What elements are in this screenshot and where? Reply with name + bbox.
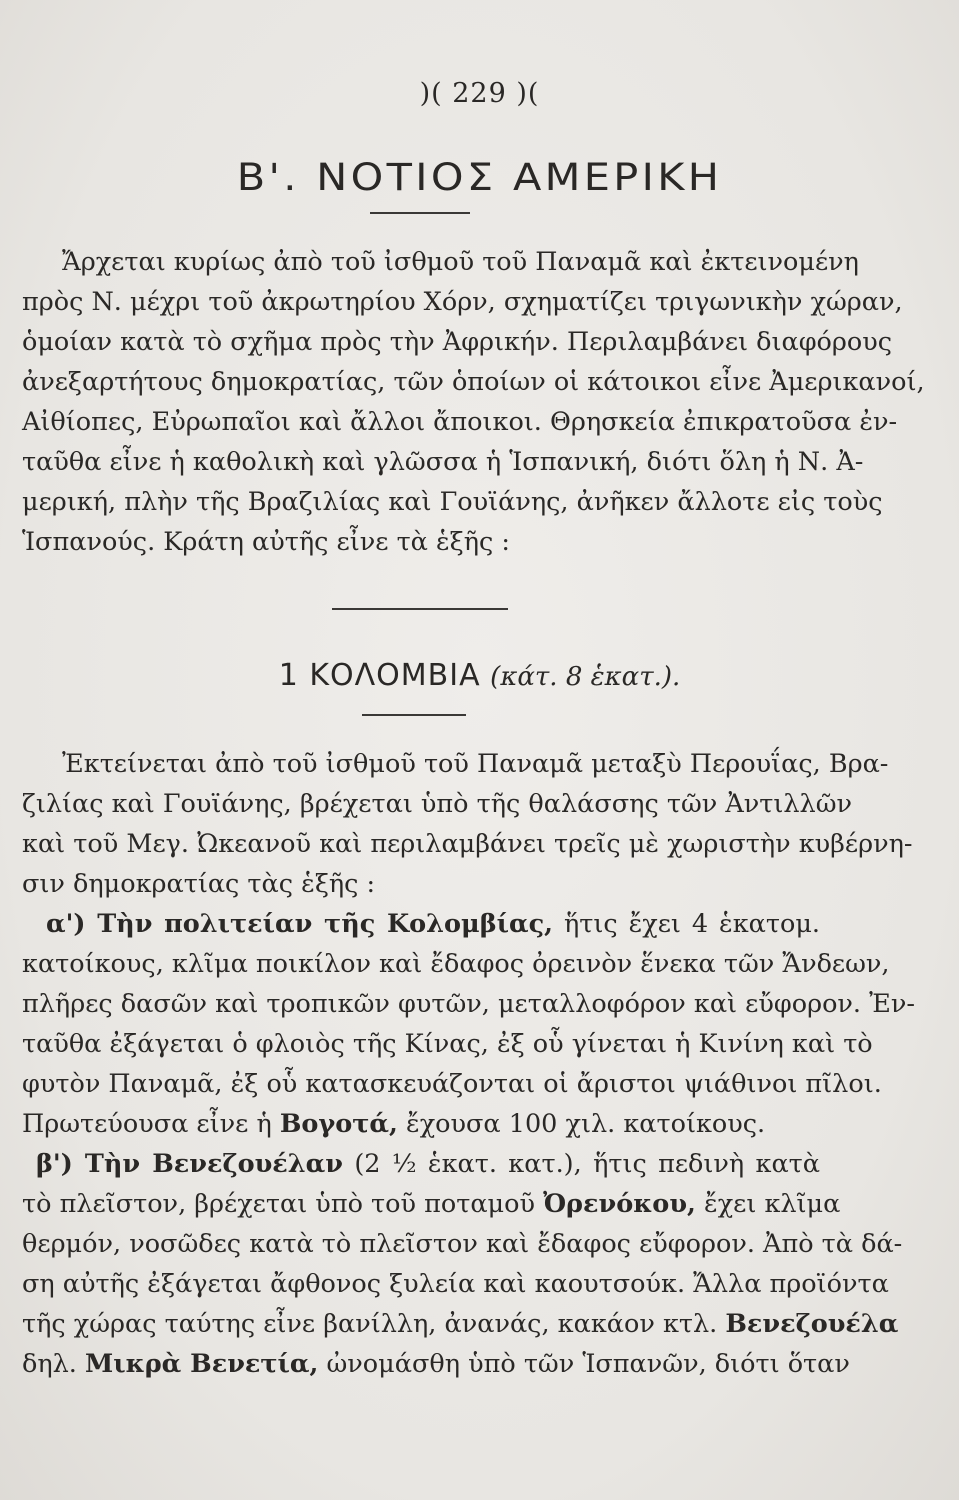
body-line: σιν δημοκρατίας τὰς ἑξῆς : xyxy=(22,869,376,899)
intro-line: ὁμοίαν κατὰ τὸ σχῆμα πρὸς τὴν Ἀφρικήν. Περιλαμβάνει διαφόρους xyxy=(22,327,893,357)
intro-line: Ἱσπανούς. Κράτη αὐτῆς εἶνε τὰ ἑξῆς : xyxy=(22,527,510,557)
body-line: ση αὐτῆς ἐξάγεται ἄφθονος ξυλεία καὶ καουτσούκ. Ἄλλα προϊόντα xyxy=(22,1269,889,1299)
body-line: φυτὸν Παναμᾶ, ἐξ οὗ κατασκευάζονται οἱ ἄριστοι ψιάθινοι πῖλοι. xyxy=(22,1069,882,1099)
intro-line: ταῦθα εἶνε ἡ καθολικὴ καὶ γλῶσσα ἡ Ἱσπανική, διότι ὅλη ἡ Ν. Ἀ- xyxy=(22,447,864,477)
body-line: πλῆρες δασῶν καὶ τροπικῶν φυτῶν, μεταλλοφόρον καὶ εὔφορον. Ἐν- xyxy=(22,989,915,1019)
body-line: ζιλίας καὶ Γουϊάνης, βρέχεται ὑπὸ τῆς θαλάσσης τῶν Ἀντιλλῶν xyxy=(22,789,852,819)
body-line: δηλ. Μικρὰ Βενετία, ὠνομάσθη ὑπὸ τῶν Ἱσπανῶν, διότι ὅταν xyxy=(22,1349,850,1379)
capital-name: Βογοτά, xyxy=(279,1109,398,1139)
intro-line: πρὸς Ν. μέχρι τοῦ ἀκρωτηρίου Χόρν, σχηματίζει τριγωνικὴν χώραν, xyxy=(22,287,903,317)
page-number: )( 229 )( xyxy=(419,78,540,109)
section-divider xyxy=(332,608,508,610)
body-line: Πρωτεύουσα εἶνε ἡ Βογοτά, ἔχουσα 100 χιλ. κατοίκους. xyxy=(22,1109,766,1139)
body-line: ταῦθα ἐξάγεται ὁ φλοιὸς τῆς Κίνας, ἐξ οὗ γίνεται ἡ Κινίνη καὶ τὸ xyxy=(22,1029,873,1059)
body-line: α') Τὴν πολιτείαν τῆς Κολομβίας, ἥτις ἔχει 4 ἑκατομ. xyxy=(46,909,820,939)
title-divider xyxy=(370,212,470,214)
body-line: κατοίκους, κλῖμα ποικίλον καὶ ἔδαφος ὀρεινὸν ἕνεκα τῶν Ἄνδεων, xyxy=(22,949,890,979)
body-line: τῆς χώρας ταύτης εἶνε βανίλλη, ἀνανάς, κακάον κτλ. Βενεζουέλα xyxy=(22,1309,899,1339)
body-line: β') Τὴν Βενεζουέλαν (2 ½ ἑκατ. κατ.), ἥτις πεδινὴ κατὰ xyxy=(36,1149,820,1179)
body-line: θερμόν, νοσῶδες κατὰ τὸ πλεῖστον καὶ ἔδαφος εὔφορον. Ἀπὸ τὰ δά- xyxy=(22,1229,903,1259)
subheading-divider xyxy=(362,714,466,716)
state-heading: β') Τὴν Βενεζουέλαν xyxy=(36,1149,343,1179)
name-meaning: Μικρὰ Βενετία, xyxy=(85,1349,319,1379)
state-name: Βενεζουέλα xyxy=(725,1309,899,1339)
body-line: τὸ πλεῖστον, βρέχεται ὑπὸ τοῦ ποταμοῦ Ὀρενόκου, ἔχει κλῖμα xyxy=(22,1189,841,1219)
intro-line: Αἰθίοπες, Εὐρωπαῖοι καὶ ἄλλοι ἄποικοι. Θρησκεία ἐπικρατοῦσα ἐν- xyxy=(22,407,898,437)
river-name: Ὀρενόκου, xyxy=(543,1189,696,1219)
body-line: Ἐκτείνεται ἀπὸ τοῦ ἰσθμοῦ τοῦ Παναμᾶ μεταξὺ Περουΐας, Βρα- xyxy=(62,749,889,779)
state-heading: α') Τὴν πολιτείαν τῆς Κολομβίας, xyxy=(46,909,554,939)
subheading-colombia xyxy=(0,658,959,693)
subheading-note: (κάτ. 8 ἑκατ.). xyxy=(490,662,681,692)
intro-line: μερική, πλὴν τῆς Βραζιλίας καὶ Γουϊάνης, ἀνῆκεν ἄλλοτε εἰς τοὺς xyxy=(22,487,883,517)
intro-line: Ἄρχεται κυρίως ἀπὸ τοῦ ἰσθμοῦ τοῦ Παναμᾶ καὶ ἐκτεινομένη xyxy=(62,247,859,277)
section-title: Β'. ΝΟΤΙΟΣ ΑΜΕΡΙΚΗ xyxy=(236,156,723,199)
subheading-title: 1 ΚΟΛΟΜΒΙΑ xyxy=(278,658,481,693)
intro-line: ἀνεξαρτήτους δημοκρατίας, τῶν ὁποίων οἱ κάτοικοι εἶνε Ἀμερικανοί, xyxy=(22,367,925,397)
body-line: καὶ τοῦ Μεγ. Ὠκεανοῦ καὶ περιλαμβάνει τρεῖς μὲ χωριστὴν κυβέρνη- xyxy=(22,829,913,859)
